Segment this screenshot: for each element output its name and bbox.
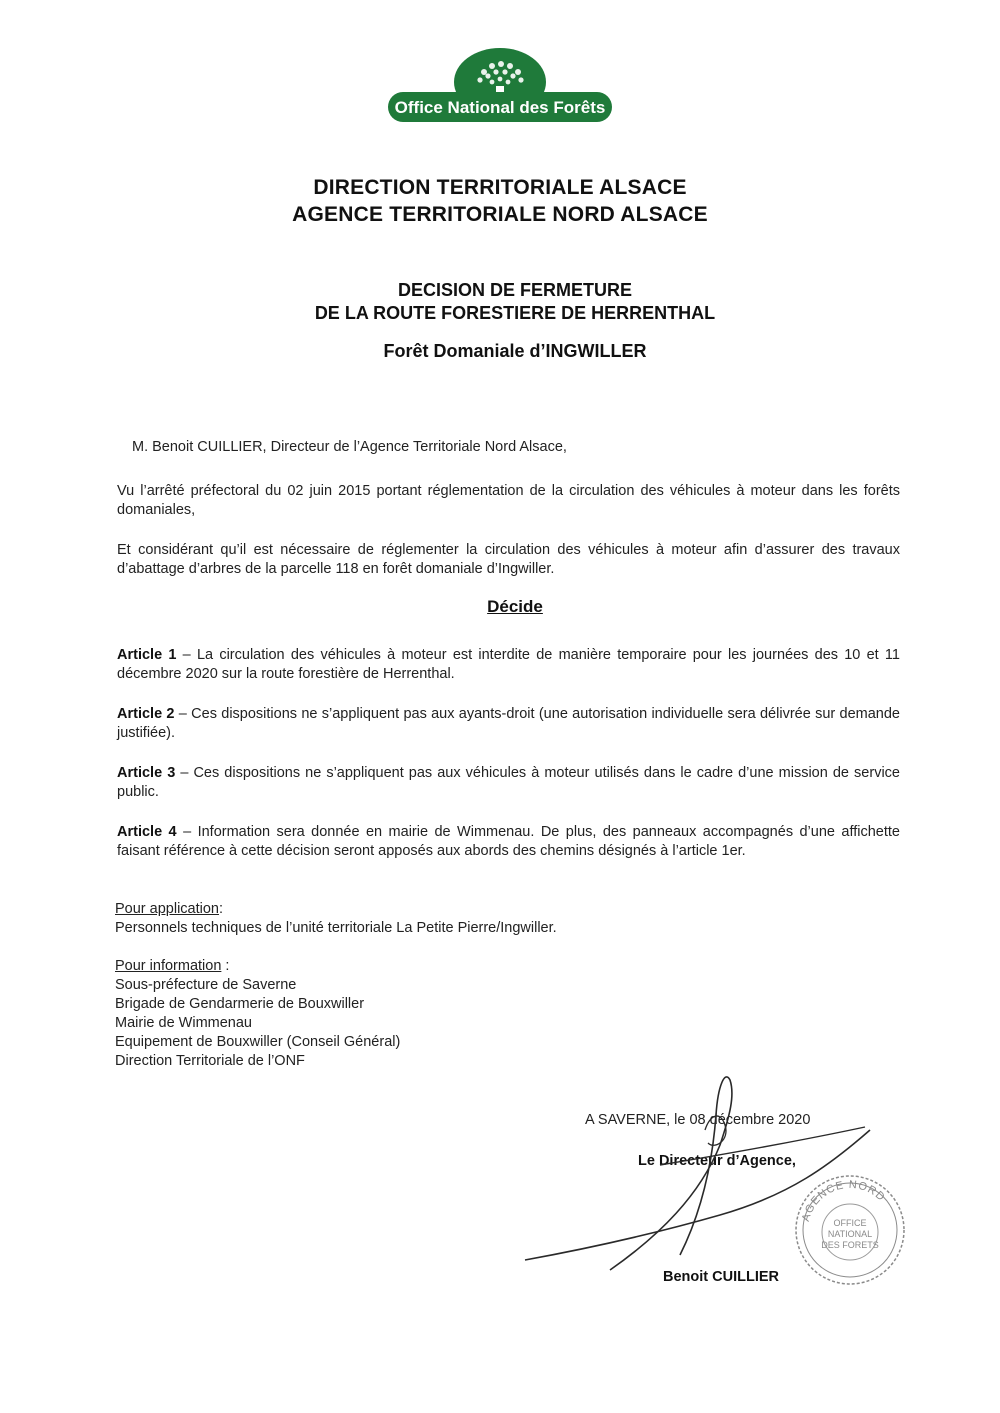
forest-name: Forêt Domaniale d’INGWILLER bbox=[383, 341, 647, 361]
agency-seal-stamp bbox=[790, 1170, 910, 1290]
article-1-text: – La circulation des véhicules à moteur est interdite de manière temporaire pour les journées des 10 et 11 décembre 2020 sur la route forestière de Herrenthal. bbox=[117, 647, 900, 682]
header-line-1: DIRECTION TERRITORIALE ALSACE bbox=[313, 176, 687, 199]
decide-title: Décide bbox=[487, 597, 543, 616]
onf-logo bbox=[380, 42, 620, 132]
information-block bbox=[115, 957, 715, 1071]
article-2 bbox=[117, 705, 900, 743]
svg-text:NATIONAL: NATIONAL bbox=[827, 1229, 873, 1239]
information-item: Sous-préfecture de Saverne bbox=[115, 977, 297, 993]
article-2-text: – Ces dispositions ne s’appliquent pas aux ayants-droit (une autorisation individuelle sera délivrée sur demande justifiée). bbox=[117, 706, 900, 741]
application-suffix: : bbox=[219, 901, 224, 917]
information-item: Equipement de Bouxwiller (Conseil Général) bbox=[115, 1034, 401, 1050]
information-title: Pour information bbox=[115, 958, 222, 974]
onf-logo-graphic bbox=[380, 42, 620, 132]
information-item: Direction Territoriale de l’ONF bbox=[115, 1053, 305, 1069]
signatory-name: Benoit CUILLIER bbox=[663, 1269, 779, 1285]
application-block bbox=[115, 900, 715, 938]
information-suffix: : bbox=[221, 958, 230, 974]
information-item: Mairie de Wimmenau bbox=[115, 1015, 252, 1031]
svg-text:OFFICE: OFFICE bbox=[833, 1218, 867, 1228]
article-3 bbox=[117, 764, 900, 802]
article-4 bbox=[117, 823, 900, 861]
intro-considerant: Et considérant qu’il est nécessaire de réglementer la circulation des véhicules à moteur afin d’assurer des travaux d’abattage d’arbres de la parcelle 118 en forêt domaniale d’Ingwiller. bbox=[117, 542, 900, 577]
header-line-2: AGENCE TERRITORIALE NORD ALSACE bbox=[292, 203, 708, 226]
header-block bbox=[0, 174, 1000, 228]
logo-text: Office National des Forêts bbox=[394, 98, 606, 117]
decision-line-1: DECISION DE FERMETURE bbox=[397, 280, 633, 300]
decision-title-block bbox=[0, 279, 1000, 363]
application-text: Personnels techniques de l’unité territoriale La Petite Pierre/Ingwiller. bbox=[115, 920, 557, 936]
article-2-label: Article 2 bbox=[117, 706, 175, 722]
signatory-title: Le Directeur d’Agence, bbox=[638, 1153, 796, 1169]
article-1 bbox=[117, 646, 900, 684]
decision-line-2: DE LA ROUTE FORESTIERE DE HERRENTHAL bbox=[314, 303, 716, 323]
information-item: Brigade de Gendarmerie de Bouxwiller bbox=[115, 996, 365, 1012]
article-4-label: Article 4 bbox=[117, 824, 177, 840]
intro-vu: Vu l’arrêté préfectoral du 02 juin 2015 portant réglementation de la circulation des véhicules à moteur dans les forêts domaniales, bbox=[117, 483, 900, 518]
article-4-text: – Information sera donnée en mairie de Wimmenau. De plus, des panneaux accompagnés d’une affichette faisant référence à cette décision seront apposés aux abords des chemins désignés à l’article 1er. bbox=[117, 824, 900, 859]
article-3-label: Article 3 bbox=[117, 765, 176, 781]
intro-director: M. Benoit CUILLIER, Directeur de l’Agence Territoriale Nord Alsace, bbox=[132, 439, 567, 455]
article-3-text: – Ces dispositions ne s’appliquent pas aux véhicules à moteur utilisés dans le cadre d’une mission de service public. bbox=[117, 765, 900, 800]
svg-text:AGENCE NORD: AGENCE NORD bbox=[799, 1178, 888, 1223]
article-1-label: Article 1 bbox=[117, 647, 177, 663]
svg-text:DES FORETS: DES FORETS bbox=[821, 1240, 879, 1250]
application-title: Pour application bbox=[115, 901, 219, 917]
date-line: A SAVERNE, le 08 décembre 2020 bbox=[585, 1112, 811, 1128]
